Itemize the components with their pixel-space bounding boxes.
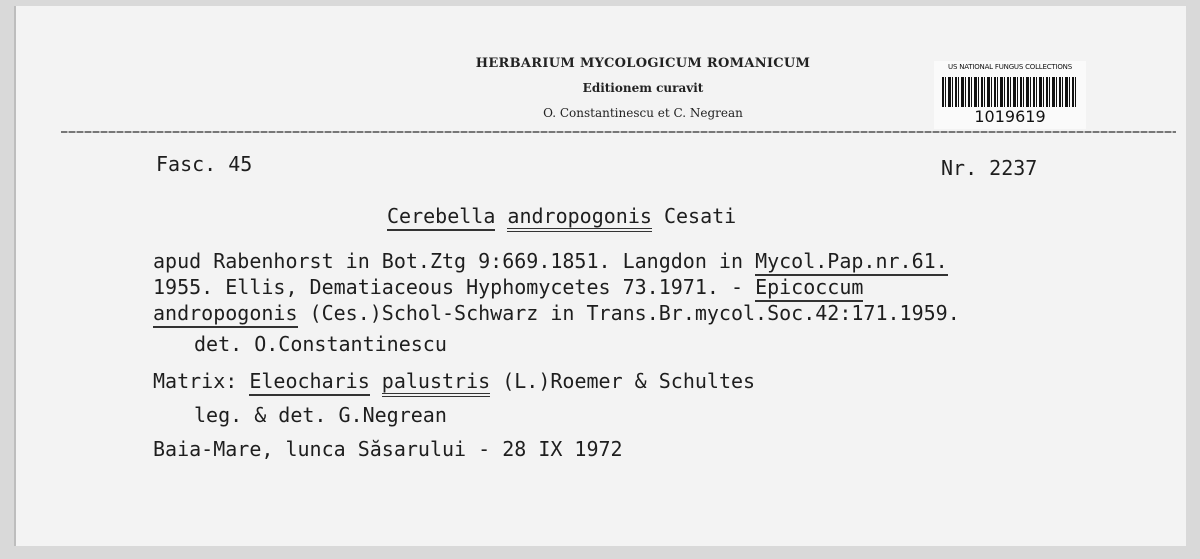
- matrix-author: (L.)Roemer & Schultes: [490, 369, 756, 393]
- taxon-species: andropogonis: [507, 204, 652, 232]
- citation-text: (Ces.)Schol-Schwarz in Trans.Br.mycol.Soc.42:171.1959.: [297, 301, 960, 325]
- herbarium-editors: O. Constantinescu et C. Negrean: [543, 106, 743, 120]
- citation-text: apud Rabenhorst in Bot.Ztg 9:669.1851. Langdon in: [153, 249, 756, 273]
- taxon-genus: Cerebella: [387, 204, 495, 231]
- citation-line-2: [153, 275, 863, 299]
- matrix-line: [153, 369, 755, 393]
- synonym-genus: Epicoccum: [755, 275, 863, 302]
- matrix-space: [370, 369, 382, 393]
- fascicle-number: Fasc. 45: [156, 152, 253, 176]
- herbarium-label: [14, 6, 1186, 546]
- synonym-species: andropogonis: [153, 301, 298, 328]
- matrix-genus: Eleocharis: [249, 369, 369, 396]
- matrix-species: palustris: [382, 369, 490, 397]
- locality: Baia-Mare, lunca Săsarului - 28 IX 1972: [153, 437, 623, 461]
- barcode-label: [934, 61, 1086, 129]
- citation-line-3: [153, 301, 960, 325]
- taxon-author: Cesati: [663, 204, 737, 228]
- barcode-number: 1019619: [974, 107, 1046, 126]
- collector: leg. & det. G.Negrean: [194, 403, 447, 427]
- header-divider: [61, 131, 1176, 133]
- herbarium-subtitle: Editionem curavit: [582, 81, 704, 95]
- specimen-number: Nr. 2237: [941, 156, 1038, 180]
- citation-line-1: [153, 249, 948, 273]
- determiner: det. O.Constantinescu: [194, 332, 447, 356]
- citation-text: 1955. Ellis, Dematiaceous Hyphomycetes 73.1971. -: [153, 275, 756, 299]
- taxon-name: [387, 204, 736, 228]
- herbarium-title: HERBARIUM MYCOLOGICUM ROMANICUM: [475, 56, 811, 71]
- citation-underlined: Mycol.Pap.nr.61.: [755, 249, 948, 276]
- barcode-icon: [942, 77, 1078, 107]
- barcode-caption: US NATIONAL FUNGUS COLLECTIONS: [948, 63, 1072, 71]
- matrix-label: Matrix:: [153, 369, 250, 393]
